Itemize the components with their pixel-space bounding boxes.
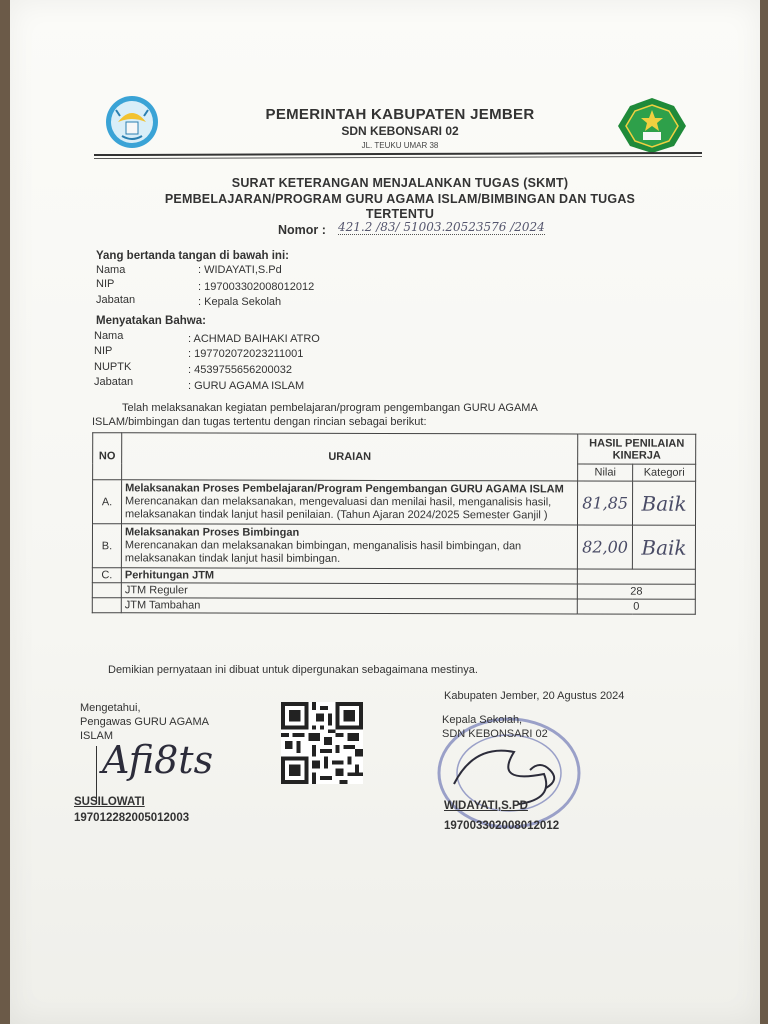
table-row [92,524,695,570]
right-sign-name: WIDAYATI,S.PD [444,800,528,812]
right-sign-line2: SDN KEBONSARI 02 [442,728,548,740]
intro-line2: ISLAM/bimbingan dan tugas tertentu dengan rincian sebagai berikut: [92,416,427,428]
subject-value: : GURU AGAMA ISLAM [188,380,305,392]
left-sign-line2: Pengawas GURU AGAMA [80,716,209,728]
signer-value: : Kepala Sekolah [198,296,282,308]
subject-label: NUPTK [94,361,132,373]
row-no: A. [92,480,121,524]
col-kategori-header: Kategori [633,464,696,481]
closing-statement: Demikian pernyataan ini dibuat untuk dipergunakan sebagaimana mestinya. [108,664,478,676]
intro-line1: Telah melaksanakan kegiatan pembelajaran/program pengembangan GURU AGAMA [122,402,538,414]
col-no-header: NO [93,433,122,480]
jtm-reguler-value: 28 [577,584,695,599]
table-row [92,583,695,600]
signer-value: : WIDAYATI,S.Pd [198,264,282,276]
document-page [10,0,760,1024]
header-rule-thin [94,156,702,159]
row-kategori: Baik [633,525,696,569]
subject-heading: Menyatakan Bahwa: [96,315,206,327]
row-desc: Merencanakan dan melaksanakan, mengevaluasi dan menilai hasil, menganalisis hasil, melaksanakan tindak lanjut hasil penilaian. (Tahun Ajaran 2024/2025 Semester Ganjil ) [125,495,552,522]
signer-value: : 197003302008012012 [198,281,315,293]
document-title-line2: PEMBELAJARAN/PROGRAM GURU AGAMA ISLAM/BIMBINGAN DAN TUGAS [164,192,636,206]
kemenag-logo-icon [616,96,688,154]
row-title: Melaksanakan Proses Bimbingan [124,526,300,539]
table-row [92,568,695,585]
subject-value: : 4539755656200032 [188,364,292,376]
subject-label: Jabatan [94,376,134,388]
signer-label: Jabatan [96,294,136,306]
row-desc: Merencanakan dan melaksanakan bimbingan, menganalisis hasil bimbingan, dan melaksanakan tindak lanjut hasil bimbingan. [124,539,522,565]
header-government: PEMERINTAH KABUPATEN JEMBER [265,106,535,123]
row-kategori: Baik [633,481,696,525]
jtm-tambahan-value: 0 [577,599,695,614]
signer-label: Nama [96,264,126,276]
row-nilai: 82,00 [578,525,633,569]
table-row [92,598,695,615]
assessment-table [92,432,696,615]
qr-code-icon [280,702,364,784]
subject-value: : ACHMAD BAIHAKI ATRO [188,333,320,345]
document-title-line3: TERTENTU [365,207,435,221]
nomor-value: 421.2 /83/ 51003.20523576 /2024 [338,220,545,234]
header-school: SDN KEBONSARI 02 [341,124,459,138]
col-nilai-header: Nilai [578,464,633,481]
tut-wuri-handayani-logo-icon [98,92,166,150]
signer-heading: Yang bertanda tangan di bawah ini: [96,250,289,262]
signer-label: NIP [96,278,115,290]
left-sign-line3: ISLAM [80,730,114,742]
right-sign-line1: Kepala Sekolah, [442,714,523,726]
document-title-line1: SURAT KETERANGAN MENJALANKAN TUGAS (SKMT) [231,176,569,190]
subject-label: NIP [94,345,113,357]
left-sign-line1: Mengetahui, [80,702,141,714]
left-sign-nip: 197012282005012003 [74,812,190,824]
row-title: Melaksanakan Proses Pembelajaran/Program Pengembangan GURU AGAMA ISLAM [125,482,564,496]
row-no: B. [92,524,121,568]
row-no: C. [92,568,121,583]
subject-value: : 197702072023211001 [188,348,304,360]
right-sign-nip: 197003302008012012 [444,820,560,832]
row-title: Perhitungan JTM [121,568,577,584]
subject-label: Nama [94,330,124,342]
jtm-reguler-label: JTM Reguler [121,583,577,599]
table-row [92,480,695,526]
jtm-tambahan-label: JTM Tambahan [121,598,577,614]
row-nilai: 81,85 [578,481,633,525]
header-address: JL. TEUKU UMAR 38 [361,141,439,150]
left-sign-name: SUSILOWATI [74,796,145,808]
left-signature: Afi8ts [102,738,214,782]
col-hasil-header: HASIL PENILAIAN KINERJA [578,434,696,465]
nomor-label: Nomor : [278,223,326,237]
col-uraian-header: URAIAN [122,433,578,481]
place-date: Kabupaten Jember, 20 Agustus 2024 [444,690,625,702]
